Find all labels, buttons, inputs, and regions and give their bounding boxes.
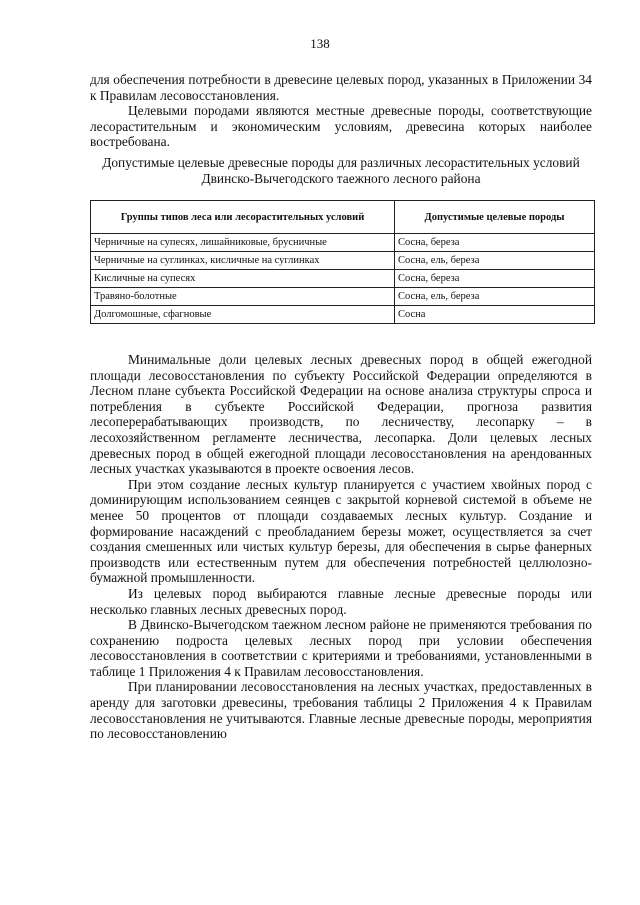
target-species-table bbox=[90, 200, 595, 324]
body-text bbox=[90, 352, 592, 742]
paragraph: При планировании лесовосстановления на лесных участках, предоставленных в аренду для заготовки древесины, требования таблицы 2 Приложения 4 к Правилам лесовосстановления не учитываются. Главные лесные древесные породы, мероприятия по лесовосстановлению bbox=[90, 679, 592, 742]
paragraph: В Двинско-Вычегодском таежном лесном районе не применяются требования по сохранению подроста целевых лесных пород при условии обеспечения лесовосстановления в соответствии с критериями и требованиями, установленными в таблице 1 Приложения 4 к Правилам лесовосстановления. bbox=[90, 617, 592, 679]
paragraph: При этом создание лесных культур планируется с участием хвойных пород с доминирующим использованием сеянцев с закрытой корневой системой в объеме не менее 50 процентов от площади создаваемых лесных культур. Создание и формирование насаждений с преобладанием березы может, осуществляется за счет создания смешенных или чистых культур березы, для обеспечения в сырье фанерных производств или естественным путем для обеспечения потребностей целлюлозно-бумажной промышленности. bbox=[90, 476, 592, 586]
table-cell: Черничные на суглинках, кисличные на суглинках bbox=[91, 252, 395, 270]
table-cell: Кисличные на супесях bbox=[91, 270, 395, 288]
table-cell: Травяно-болотные bbox=[91, 288, 395, 306]
column-header: Группы типов леса или лесорастительных условий bbox=[91, 201, 395, 234]
page-number: 138 bbox=[310, 36, 330, 51]
table-cell: Черничные на супесях, лишайниковые, брусничные bbox=[91, 234, 395, 252]
table-row bbox=[91, 306, 595, 324]
table-cell: Сосна bbox=[395, 306, 595, 324]
table-cell: Сосна, береза bbox=[395, 270, 595, 288]
table-cell: Сосна, ель, береза bbox=[395, 252, 595, 270]
table-row bbox=[91, 234, 595, 252]
column-header: Допустимые целевые породы bbox=[395, 201, 595, 234]
table-row bbox=[91, 252, 595, 270]
paragraph: для обеспечения потребности в древесине целевых пород, указанных в Приложении 34 к Правилам лесовосстановления. bbox=[90, 72, 592, 103]
table-row bbox=[91, 288, 595, 306]
paragraph: Минимальные доли целевых лесных древесных пород в общей ежегодной площади лесовосстановления по субъекту Российской Федерации определяются в Лесном плане субъекта Российской Федерации на основе анализа структуры спроса и потребления в субъекте Российской Федерации, прогноза развития лесоперерабатывающих производств, по лесничеству, лесопарку – в лесохозяйственном регламенте лесничества, лесопарка. Доли целевых лесных древесных пород в общей ежегодной площади лесовосстановления на арендованных лесных участках указываются в проекте освоения лесов. bbox=[90, 352, 592, 477]
table-row bbox=[91, 270, 595, 288]
table-header-row bbox=[91, 201, 595, 234]
table-caption: Допустимые целевые древесные породы для различных лесорастительных условий Двинско-Вычегодского таежного лесного района bbox=[102, 155, 580, 186]
intro-text bbox=[90, 72, 592, 150]
table-cell: Долгомошные, сфагновые bbox=[91, 306, 395, 324]
paragraph: Из целевых пород выбираются главные лесные древесные породы или несколько главных лесных древесных пород. bbox=[90, 585, 592, 617]
paragraph: Целевыми породами являются местные древесные породы, соответствующие лесорастительным и экономическим условиям, древесина которых наиболее востребована. bbox=[90, 103, 592, 150]
table-cell: Сосна, береза bbox=[395, 234, 595, 252]
table-cell: Сосна, ель, береза bbox=[395, 288, 595, 306]
